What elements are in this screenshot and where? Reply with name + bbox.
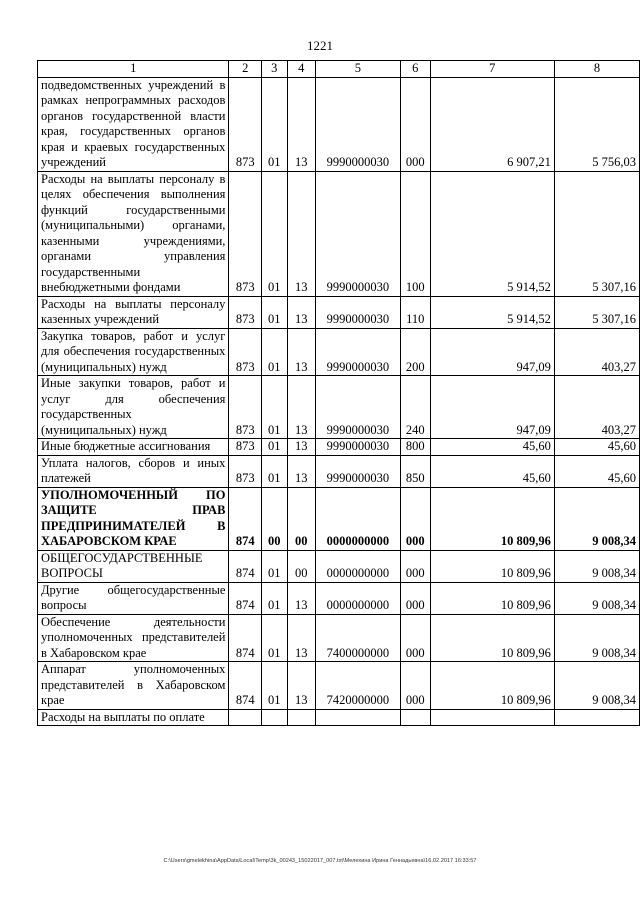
subsection-code: 13 [287, 439, 315, 456]
expense-type-code: 800 [400, 439, 430, 456]
ministry-code: 874 [229, 614, 262, 662]
subsection-code: 13 [287, 376, 315, 439]
column-header: 4 [287, 61, 315, 78]
amount-col-7: 10 809,96 [430, 487, 554, 550]
expense-type-code: 110 [400, 296, 430, 328]
section-code [261, 709, 287, 726]
expense-type-code: 000 [400, 550, 430, 582]
row-name: Другие общегосударственные вопросы [38, 582, 229, 614]
amount-col-7: 45,60 [430, 439, 554, 456]
ministry-code: 874 [229, 487, 262, 550]
ministry-code: 874 [229, 582, 262, 614]
table-row [38, 709, 640, 726]
row-name: Расходы на выплаты по оплате [38, 709, 229, 726]
column-header: 2 [229, 61, 262, 78]
row-name: УПОЛНОМОЧЕННЫЙ ПО ЗАЩИТЕ ПРАВ ПРЕДПРИНИМАТЕЛЕЙ В ХАБАРОВСКОМ КРАЕ [38, 487, 229, 550]
ministry-code: 873 [229, 439, 262, 456]
amount-col-8: 9 008,34 [554, 582, 639, 614]
file-path-footer: C:\Users\gmelekhina\AppData\Local\Temp\3k_00243_15022017_007.txt\Мелехина Ирина Геннадьевна\16.02.2017 16:33:57 [163, 858, 477, 864]
expense-type-code: 000 [400, 662, 430, 710]
ministry-code: 873 [229, 171, 262, 296]
subsection-code: 13 [287, 614, 315, 662]
expense-type-code: 000 [400, 614, 430, 662]
section-code: 01 [261, 614, 287, 662]
expense-type-code: 240 [400, 376, 430, 439]
row-name: ОБЩЕГОСУДАРСТВЕННЫЕ ВОПРОСЫ [38, 550, 229, 582]
target-article-code: 9990000030 [315, 171, 400, 296]
amount-col-7: 5 914,52 [430, 171, 554, 296]
table-row [38, 171, 640, 296]
ministry-code: 873 [229, 376, 262, 439]
target-article-code: 7400000000 [315, 614, 400, 662]
row-name: Иные бюджетные ассигнования [38, 439, 229, 456]
table-row [38, 376, 640, 439]
amount-col-8: 403,27 [554, 328, 639, 376]
row-name: Расходы на выплаты персоналу в целях обеспечения выполнения функций государственными (муниципальными) органами, казенными учреждениями, органами управления государственными внебюджетными фондами [38, 171, 229, 296]
expense-type-code: 850 [400, 455, 430, 487]
subsection-code: 13 [287, 582, 315, 614]
column-header: 7 [430, 61, 554, 78]
column-header: 1 [38, 61, 229, 78]
amount-col-7: 10 809,96 [430, 550, 554, 582]
amount-col-8: 9 008,34 [554, 487, 639, 550]
row-name: Аппарат уполномоченных представителей в Хабаровском крае [38, 662, 229, 710]
section-code: 01 [261, 662, 287, 710]
target-article-code: 0000000000 [315, 582, 400, 614]
ministry-code: 874 [229, 550, 262, 582]
header-row [38, 61, 640, 78]
target-article-code: 9990000030 [315, 376, 400, 439]
amount-col-7: 6 907,21 [430, 77, 554, 171]
table-row [38, 328, 640, 376]
section-code: 01 [261, 550, 287, 582]
table-row-agency-total [38, 487, 640, 550]
expense-type-code: 000 [400, 582, 430, 614]
amount-col-8: 9 008,34 [554, 614, 639, 662]
amount-col-8 [554, 709, 639, 726]
section-code: 01 [261, 328, 287, 376]
row-name: Обеспечение деятельности уполномоченных представителей в Хабаровском крае [38, 614, 229, 662]
table-row [38, 662, 640, 710]
target-article-code: 9990000030 [315, 328, 400, 376]
column-header: 6 [400, 61, 430, 78]
expense-type-code: 000 [400, 487, 430, 550]
subsection-code: 13 [287, 171, 315, 296]
ministry-code: 873 [229, 455, 262, 487]
subsection-code: 13 [287, 328, 315, 376]
section-code: 01 [261, 77, 287, 171]
subsection-code: 13 [287, 296, 315, 328]
amount-col-8: 9 008,34 [554, 662, 639, 710]
amount-col-7: 10 809,96 [430, 614, 554, 662]
expense-type-code: 200 [400, 328, 430, 376]
section-code: 01 [261, 439, 287, 456]
amount-col-8: 5 307,16 [554, 296, 639, 328]
subsection-code: 00 [287, 550, 315, 582]
target-article-code: 7420000000 [315, 662, 400, 710]
amount-col-8: 9 008,34 [554, 550, 639, 582]
amount-col-8: 45,60 [554, 439, 639, 456]
page-number: 1221 [307, 38, 333, 53]
amount-col-7: 10 809,96 [430, 662, 554, 710]
subsection-code [287, 709, 315, 726]
section-code: 01 [261, 455, 287, 487]
table-row [38, 550, 640, 582]
amount-col-8: 403,27 [554, 376, 639, 439]
row-name: Иные закупки товаров, работ и услуг для обеспечения государственных (муниципальных) нужд [38, 376, 229, 439]
expense-type-code [400, 709, 430, 726]
ministry-code: 873 [229, 328, 262, 376]
row-name: Закупка товаров, работ и услуг для обеспечения государственных (муниципальных) нужд [38, 328, 229, 376]
section-code: 01 [261, 296, 287, 328]
amount-col-7: 10 809,96 [430, 582, 554, 614]
amount-col-7: 5 914,52 [430, 296, 554, 328]
target-article-code: 0000000000 [315, 550, 400, 582]
target-article-code: 9990000030 [315, 77, 400, 171]
amount-col-8: 45,60 [554, 455, 639, 487]
amount-col-7: 45,60 [430, 455, 554, 487]
table-row [38, 296, 640, 328]
table-row [38, 77, 640, 171]
expense-type-code: 000 [400, 77, 430, 171]
expense-type-code: 100 [400, 171, 430, 296]
section-code: 01 [261, 582, 287, 614]
amount-col-7: 947,09 [430, 328, 554, 376]
budget-table [37, 60, 640, 726]
row-name: Уплата налогов, сборов и иных платежей [38, 455, 229, 487]
amount-col-8: 5 756,03 [554, 77, 639, 171]
subsection-code: 13 [287, 662, 315, 710]
column-header: 8 [554, 61, 639, 78]
section-code: 01 [261, 376, 287, 439]
row-name: подведомственных учреждений в рамках непрограммных расходов органов государственной власти края, государственных органов края и краевых государственных учреждений [38, 77, 229, 171]
table-row [38, 614, 640, 662]
row-name: Расходы на выплаты персоналу казенных учреждений [38, 296, 229, 328]
amount-col-7 [430, 709, 554, 726]
section-code: 01 [261, 171, 287, 296]
subsection-code: 13 [287, 455, 315, 487]
ministry-code: 874 [229, 662, 262, 710]
target-article-code: 9990000030 [315, 455, 400, 487]
amount-col-7: 947,09 [430, 376, 554, 439]
target-article-code [315, 709, 400, 726]
target-article-code: 9990000030 [315, 296, 400, 328]
table-row [38, 582, 640, 614]
ministry-code [229, 709, 262, 726]
target-article-code: 0000000000 [315, 487, 400, 550]
column-header: 5 [315, 61, 400, 78]
column-header: 3 [261, 61, 287, 78]
ministry-code: 873 [229, 296, 262, 328]
amount-col-8: 5 307,16 [554, 171, 639, 296]
table-row [38, 439, 640, 456]
target-article-code: 9990000030 [315, 439, 400, 456]
ministry-code: 873 [229, 77, 262, 171]
subsection-code: 00 [287, 487, 315, 550]
table-row [38, 455, 640, 487]
section-code: 00 [261, 487, 287, 550]
subsection-code: 13 [287, 77, 315, 171]
